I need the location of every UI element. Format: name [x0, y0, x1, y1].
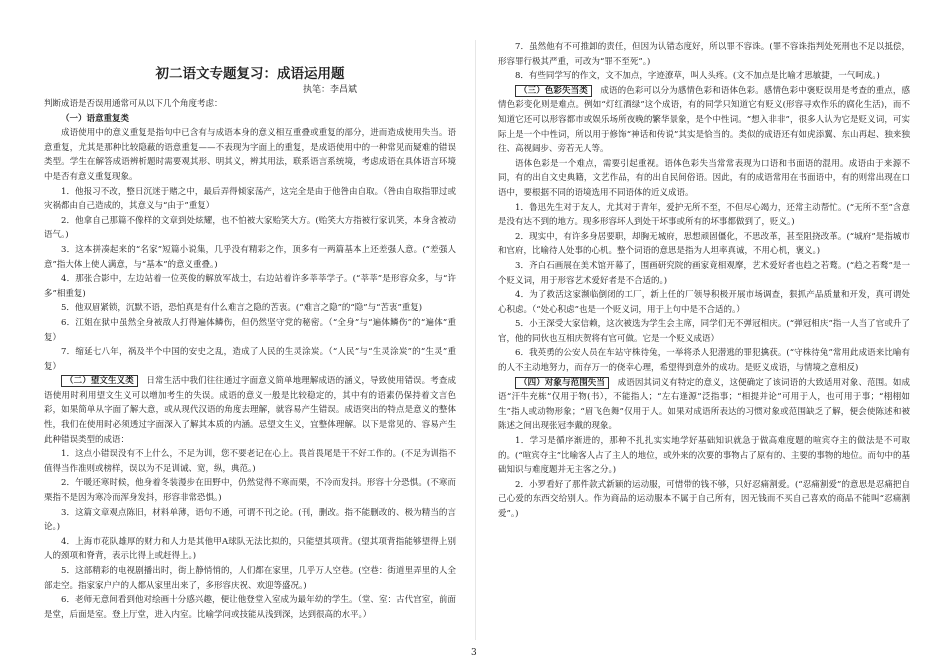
example-item: 2．午暖还寒时候，他身着冬装漫步在田野中，仍然觉得不寒而栗，不冷而发抖。形容十分恐惧。(不寒而栗指不是因为寒冷而浑身发抖，形容非常恐惧。) [44, 478, 456, 504]
right-column [498, 40, 910, 652]
author-line: 执笔：李昌斌 [302, 85, 357, 95]
example-item: 6．江姐在狱中虽然全身被敌人打得遍体鳞伤，但仍然坚守党的秘密。（“全身”与“遍体鳞伤”的“遍体”重复） [44, 317, 456, 343]
example-item: 3．这篇文章观点陈旧，材料单薄，语句不通，可谓不刊之论。(刊，删改。指不能删改的、极为精当的言论。) [44, 507, 456, 533]
left-column [44, 52, 456, 652]
section-3-body-2: 语体色彩是一个难点，需要引起重视。语体色彩失当常常表现为口语和书面语的混用。成语由于来源不同，有的出自文史典籍，文艺作品，有的出自民间俗语。因此，有的成语常用在书面语中，有的则常出现在口语中，要根据不同的语境选用不同语体的近义成语。 [498, 158, 910, 198]
section-4-body: 成语因其词义有特定的意义，这便确定了该词语的大致适用对象、范围。如成语“汗牛充栋”仅用于物(书），不能指人；“左右逢源”泛指事；“相提并论”可用于人，也可用于事；“栩栩如生”指人或动物形象；“眉飞色舞”仅用于人。如果对成语所表达的习惯对象或范围缺乏了解，便会使陈述和被陈述之间出现张冠李戴的现象。 [498, 377, 910, 432]
example-item: 5．小王深受大家信赖，这次被选为学生会主席，同学们无不弹冠相庆。(“弹冠相庆”指一人当了官或升了官，他的同伙也互相庆贺将有官可做。它是一个贬义成语） [498, 319, 910, 344]
example-item: 8．有些同学写的作文，文不加点，字迹潦草，叫人头疼。(文不加点是比喻才思敏捷，一气呵成。) [515, 71, 880, 82]
page-number: 3 [471, 648, 477, 658]
section-2-title: （二）望文生义类 [61, 375, 138, 387]
section-2-paragraph [44, 374, 456, 447]
section-1-title: （一）语意重复类 [61, 113, 130, 124]
page-title: 初二语文专题复习：成语运用题 [155, 66, 345, 82]
section-3-title: （三）色彩失当类 [515, 85, 592, 97]
example-item: 1．学习是循序渐进的，那种不扎扎实实地学好基础知识就急于做高难度题的喧宾夺主的做法是不可取的。(“喧宾夺主”比喻客人占了主人的地位，或外来的次要的事物占了原有的、主要的事物的地位。而句中的基础知识与难度题并无主客之分。) [498, 436, 910, 476]
section-4-paragraph [498, 376, 910, 434]
example-item: 4．那张合影中，左边站着一位英俊的解放军战士，右边站着许多莘莘学子。(“莘莘”是形容众多，与“许多”相重复) [44, 274, 456, 299]
section-3-paragraph [498, 84, 910, 157]
example-item: 1．这点小错误没有不上什么，不足为训，您不要老记在心上。畏首畏尾是干不好工作的。(不足为训指不值得当作准则或榜样，误以为不足训诫、宽，纵，典范。) [44, 449, 456, 474]
example-item: 5．他双眉紧锁，沉默不语，恐怕真是有什么难言之隐的苦衷。(“难言之隐”的“隐”与“苦衷”重复) [61, 303, 423, 314]
example-item: 6．老师无意间看到他对绘画十分感兴趣，便让他登堂入室成为最年幼的学生。（堂、室：古代宫室，前面是堂，后面是室。登上厅堂，进入内室。比喻学问或技能从浅到深，达到很高的水平。） [44, 595, 456, 620]
example-item: 3．这本拼凑起来的“名家”短篇小说集，几乎没有精彩之作，顶多有一两篇基本上还差强人意。(“差强人意”指大体上使人满意，与“基本”的意义重叠。) [44, 244, 456, 270]
section-1-body: 成语使用中的意义重复是指句中已含有与成语本身的意义相互重叠或重复的部分，进而造成使用失当。语意重复，尤其是那种比较隐蔽的语意重复——不表现为字面上的重复，是成语使用中的一种常见而疑难的错误类型。学生在解答成语辨析题时需要观其形、明其义，辨其用法，联系语言系统境，考虑成语在具体语言环境中是否有意义重复现象。 [44, 128, 456, 182]
column-divider [475, 40, 476, 640]
example-item: 1．他报习不改，整日沉迷于赌之中，最后弄得倾家荡产，这完全是由于他咎由自取。（咎由自取指罪过或灾祸都由自己造成的，其意义与“由于”重复） [44, 186, 456, 212]
example-item: 6．我英勇的公安人员在车站守株待兔，一举将杀人犯潜逃的罪犯擒获。(“守株待兔”常用此成语来比喻有的人不主动地努力，而存万一的侥幸心理，希望得到意外的成功。是贬义成语，与情境之意相反) [498, 348, 910, 374]
example-item: 2．现实中，有许多身居要职，却胸无城府，思想顽固僵化，不思改革，甚至阻挠改革。(“城府”是指城市和官府，比喻待人处事的心机。整个词语的意思是指为人坦率真诚，不用心机，褒义。) [498, 231, 910, 257]
example-item: 7．虽然他有不可推卸的责任，但因为认错态度好，所以罪不容诛。(罪不容诛指判处死刑也不足以抵偿，形容罪行极其严重，可改为“罪不至死”。) [498, 42, 910, 67]
example-item: 5．这部精彩的电视剧播出时，街上静悄悄的，人们都在家里，几乎万人空巷。(空巷：街道里弄里的人全部走空。指家家户户的人都从家里出来了，多形容庆祝、欢迎等盛况。) [44, 566, 456, 591]
example-item: 7．缩延七八年，祸及半个中国的安史之乱，造成了人民的生灵涂炭。（“人民”与“生灵涂炭”的“生灵”重复） [44, 347, 456, 372]
example-item: 1．鲁迅先生对于友人，尤其对于青年，爱护无所不至，不但尽心竭力，还常主动帮忙。(“无所不至”含意是没有达不到的地方。现多形容坏人到处干坏事或所有的坏事都做到了，贬义。) [498, 202, 910, 228]
example-item: 2．小罗看好了那件款式新颖的运动服，可惜带的钱不够，只好忍痛割爱。(“忍痛割爱”的意思是忍痛把自己心爱的东西交给别人。作为商品的运动服本不属于自己所有，因无钱而不买自己喜欢的商品不能叫“忍痛割爱”。) [498, 479, 910, 519]
section-4-title: （四）对象与范围失当 [515, 377, 609, 389]
example-item: 2．他拿自己那篇不像样的文章到处炫耀，也不怕被大家贻笑大方。(贻笑大方指被行家讥笑，本身含被动语气。) [44, 215, 456, 241]
section-1-heading [44, 112, 456, 127]
intro-paragraph: 判断成语是否误用通常可从以下几个角度考虑： [44, 99, 223, 109]
example-item: 4．为了救活这家濒临倒闭的工厂，新上任的厂领导积极开展市场调查，狠抓产品质量和开发，真可谓处心积虑。（“处心积虑”也是一个贬义词，用于上句中是不合适的。） [498, 290, 910, 315]
section-2-body: 日常生活中我们往往通过字面意义简单地理解成语的涵义，导致使用错误。考查成语使用时利用望文生义可以增加考生的失误。成语的意义一般是比较稳定的，其中有的语素仍保持着文言色彩，如果简单从字面了解大意，或从现代汉语的角度去理解，就容易产生错误。成语突出的特点是意义的整体性，我们在使用时必须透过字面深入了解其本质的内涵。忌望文生义，宜整体理解。以下是常见的、容易产生此种错误类型的成语： [44, 376, 456, 445]
section-3-body: 成语的色彩可以分为感情色彩和语体色彩。感情色彩中褒贬误用是考查的重点，感情色彩变化则是难点。例如“灯红酒绿”这个成语，有的同学只知道它有贬义(形容寻欢作乐的腐化生活)，而不知道它还可以形容都市或娱乐场所夜晚的繁华景象，是个中性词。“想入非非”，很多人认为它是贬义词，可实际上是一个中性词，所以用于修饰“神话和传说”其实是恰当的。类似的成语还有如虎添翼、东山再起、独来独往、高视阔步、旁若无人等。 [498, 85, 910, 155]
example-item: 4．上海市花队雄厚的财力和人力是其他甲A球队无法比拟的，只能望其项背。(望其项背指能够望得上别人的颈项和脊背，表示比得上或赶得上。) [44, 536, 456, 562]
example-item: 3．齐白石画展在美术馆开幕了，围画研究院的画家竟相观摩，艺术爱好者也趋之若鹜。(“趋之若鹜”是一个贬义词，用于形容艺术爱好者是不合适的。) [498, 260, 910, 286]
